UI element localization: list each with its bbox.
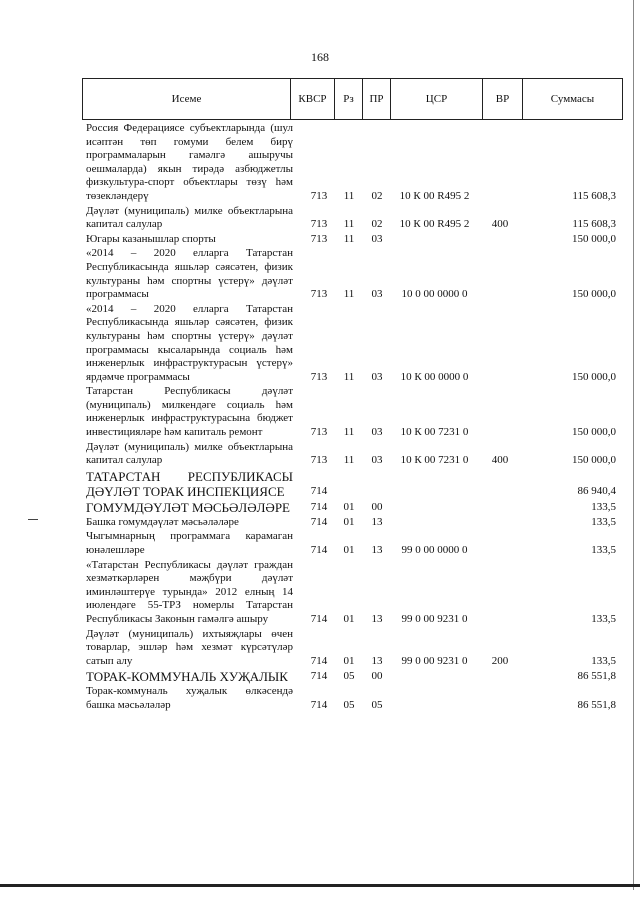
cell-kvsr: 713 — [310, 288, 328, 301]
cell-csr: 99 0 00 9231 0 — [401, 654, 468, 667]
header-name: Исеме — [83, 79, 291, 119]
header-kvsr: КВСР — [291, 79, 335, 119]
cell-csr: 99 0 00 0000 0 — [401, 544, 468, 557]
cell-kvsr: 714 — [310, 613, 328, 625]
cell-kvsr: 713 — [310, 370, 328, 383]
cell-rz: 01 — [343, 544, 355, 557]
cell-name: Чыгымнарның программага карамаган юнәлешләре — [86, 530, 293, 557]
cell-csr: 10 К 00 R495 2 — [399, 189, 470, 202]
page-number: 168 — [311, 50, 329, 64]
cell-rz: 11 — [343, 189, 355, 202]
cell-kvsr: 714 — [310, 544, 328, 557]
cell-pr: 05 — [371, 698, 383, 711]
cell-sum: 115 608,3 — [572, 218, 616, 231]
cell-kvsr: 713 — [310, 454, 328, 467]
cell-rz: 11 — [343, 218, 355, 231]
cell-rz: 01 — [343, 500, 355, 513]
cell-csr: 10 К 00 7231 0 — [400, 454, 469, 467]
table-row — [86, 530, 616, 557]
cell-name: Дәүләт (муниципаль) ихтыяҗлары өчен товарлар, эшләр һәм хезмәт күрсәтүләр сатып алу — [86, 627, 293, 667]
cell-sum: 150 000,0 — [572, 232, 616, 245]
cell-csr: 10 0 00 0000 0 — [401, 288, 468, 301]
table-row — [86, 469, 616, 499]
cell-kvsr: 713 — [310, 189, 328, 202]
cell-sum: 150 000,0 — [572, 288, 616, 301]
table-header — [82, 78, 623, 120]
cell-sum: 133,5 — [591, 500, 616, 513]
cell-kvsr: 713 — [310, 232, 328, 245]
cell-pr: 03 — [371, 288, 383, 301]
cell-pr: 13 — [371, 515, 383, 528]
header-csr: ЦСР — [391, 79, 483, 119]
cell-pr: 02 — [371, 218, 383, 231]
table-row — [86, 385, 616, 439]
cell-rz: 01 — [343, 515, 355, 528]
cell-rz: 11 — [343, 426, 355, 439]
cell-pr: 03 — [371, 370, 383, 383]
cell-csr: 10 К 00 7231 0 — [400, 426, 469, 439]
cell-kvsr: 714 — [310, 484, 328, 497]
cell-pr: 13 — [371, 654, 383, 667]
cell-name: Дәүләт (муниципаль) милке объектларына капитал салулар — [86, 440, 293, 467]
cell-name: Югары казанышлар спорты — [86, 232, 216, 245]
table-body — [86, 122, 616, 713]
header-vr: ВР — [483, 79, 523, 119]
cell-pr: 03 — [371, 454, 383, 467]
cell-rz: 11 — [343, 288, 355, 301]
cell-name: Башка гомумдәүләт мәсьәләләре — [86, 515, 239, 528]
cell-sum: 133,5 — [591, 515, 616, 528]
cell-sum: 86 940,4 — [577, 484, 616, 497]
cell-sum: 150 000,0 — [572, 426, 616, 439]
cell-csr: 10 К 00 0000 0 — [400, 370, 469, 383]
cell-rz: 11 — [343, 454, 355, 467]
table-row — [86, 303, 616, 385]
cell-name: «2014 – 2020 елларга Татарстан Республикасында яшьләр сәясәтен, физик культураны һәм спортны үстерү» дәүләт программасы — [86, 247, 293, 301]
cell-sum: 133,5 — [591, 544, 616, 557]
header-rz: Рз — [335, 79, 363, 119]
cell-rz: 01 — [343, 654, 355, 667]
cell-name: Дәүләт (муниципаль) милке объектларына капитал салулар — [86, 204, 293, 231]
cell-csr: 10 К 00 R495 2 — [399, 218, 470, 231]
cell-sum: 150 000,0 — [572, 370, 616, 383]
table-row — [86, 669, 616, 684]
cell-csr: 99 0 00 9231 0 — [401, 613, 468, 625]
cell-pr: 02 — [371, 189, 383, 202]
cell-kvsr: 713 — [310, 426, 328, 439]
cell-sum: 133,5 — [591, 613, 616, 625]
table-row — [86, 559, 616, 627]
cell-rz: 01 — [343, 613, 355, 625]
cell-sum: 115 608,3 — [572, 189, 616, 202]
table-row — [86, 205, 616, 232]
cell-pr: 03 — [371, 232, 383, 245]
cell-pr: 00 — [371, 500, 383, 513]
cell-name: ТОРАК-КОММУНАЛЬ ХУҖАЛЫК — [86, 669, 288, 685]
cell-name: ГОМУМДӘҮЛӘТ МӘСЬӘЛӘЛӘРЕ — [86, 499, 290, 515]
header-pr: ПР — [363, 79, 391, 119]
table-row — [86, 233, 616, 247]
margin-mark — [28, 519, 38, 520]
cell-name: Татарстан Республикасы дәүләт (муниципаль) милкендәге социаль һәм инженерлык инфраструктурасына бюджет инвестицияләре һәм капиталь ремонт — [86, 385, 293, 439]
cell-kvsr: 714 — [310, 654, 328, 667]
cell-sum: 133,5 — [591, 654, 616, 667]
cell-rz: 05 — [343, 670, 355, 683]
cell-vr: 400 — [491, 218, 509, 231]
cell-kvsr: 714 — [310, 670, 328, 683]
cell-sum: 86 551,8 — [577, 670, 616, 683]
table-row — [86, 247, 616, 301]
cell-name: ТАТАРСТАН РЕСПУБЛИКАСЫ ДӘҮЛӘТ ТОРАК ИНСПЕКЦИЯСЕ — [86, 468, 293, 499]
cell-vr: 400 — [491, 454, 509, 467]
cell-name: «Татарстан Республикасы дәүләт граждан хезмәткәрләрен мәҗбүри дәүләт иминләштерүе турында» 2012 елның 14 июлендәге 55-ТРЗ номерлы Татарстан Республикасы Законын гамәлгә ашыру — [86, 558, 293, 625]
cell-pr: 00 — [371, 670, 383, 683]
cell-pr: 13 — [371, 613, 383, 625]
header-sum: Суммасы — [550, 93, 595, 105]
cell-name: Торак-коммуналь хуҗалык өлкәсендә башка мәсьәләләр — [86, 685, 293, 711]
table-row — [86, 122, 616, 204]
table-row — [86, 516, 616, 530]
cell-pr: 03 — [371, 426, 383, 439]
cell-rz: 05 — [343, 698, 355, 711]
cell-sum: 150 000,0 — [572, 454, 616, 467]
cell-rz: 11 — [343, 370, 355, 383]
cell-pr: 13 — [371, 544, 383, 557]
cell-sum: 86 551,8 — [577, 698, 616, 711]
bottom-edge-rule — [0, 884, 640, 887]
table-row — [86, 500, 616, 515]
cell-rz: 11 — [343, 232, 355, 245]
table-row — [86, 441, 616, 468]
cell-kvsr: 713 — [310, 218, 328, 231]
cell-kvsr: 714 — [310, 698, 328, 711]
cell-name: «2014 – 2020 елларга Татарстан Республикасында яшьләр сәясәтен, физик культураны һәм спортны үстерү» дәүләт программасы кысаларында социаль һәм инженерлык инфраструктурасын үстерү» ярдәмче программасы — [86, 302, 293, 383]
cell-name: Россия Федерациясе субъектларында (шул исәптән төп гомуми белем бирү программаларын гамәлгә ашыручы оешмаларда) якын тирәдә азбюджетлы физкультура-спорт объектлары төзү һәм төзекләндерү — [86, 122, 293, 202]
right-edge-rule — [633, 0, 634, 890]
table-row — [86, 685, 616, 712]
cell-kvsr: 714 — [310, 515, 328, 528]
cell-kvsr: 714 — [310, 500, 328, 513]
table-row — [86, 628, 616, 669]
cell-vr: 200 — [491, 654, 509, 667]
